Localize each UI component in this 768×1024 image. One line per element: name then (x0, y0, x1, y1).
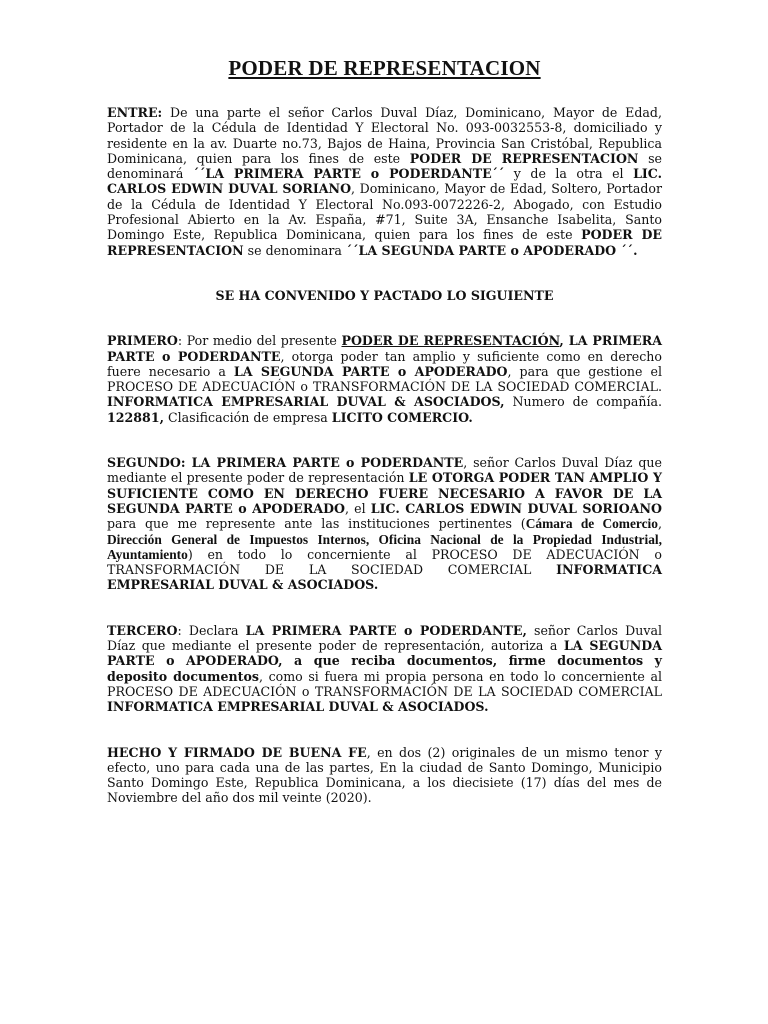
entre-text-5: se denominara (243, 242, 346, 258)
tercero-label: TERCERO (107, 622, 178, 638)
segundo-text-5: ) en todo lo concerniente al PROCESO DE ADECUACIÓN o TRANSFORMACIÓN DE LA SOCIEDAD COMERCIAL (107, 546, 662, 578)
section-heading (107, 288, 662, 303)
entre-bold-3: LIC. CARLOS EDWIN DUVAL SORIANO (107, 166, 662, 197)
segundo-bold-serif-1: Cámara de Comercio (525, 516, 658, 532)
hecho-text: , en dos (2) originales de un mismo tenor y efecto, uno para cada una de las partes, En la ciudad de Santo Domingo, Municipio Santo Domingo Este, Republica Dominicana, a los diecisiete (17) días del mes de Noviembre del año dos mil veinte (2020). (107, 744, 662, 806)
primero-bold-underlined: PODER DE REPRESENTACIÓN (341, 333, 560, 349)
segundo-label: SEGUNDO: LA PRIMERA PARTE o PODERDANTE (107, 455, 464, 471)
paragraph-tercero (107, 623, 662, 715)
tercero-bold-2: LA SEGUNDA PARTE o APODERADO (107, 638, 662, 669)
hecho-label: HECHO Y FIRMADO DE BUENA FE (107, 744, 367, 760)
primero-bold-2: LA SEGUNDA PARTE o APODERADO (233, 363, 508, 379)
segundo-bold-serif-2: Dirección General de Impuestos Internos, Oficina Nacional de la Propiedad Industrial, Ayuntamiento (107, 531, 662, 562)
section-heading-text: SE HA CONVENIDO Y PACTADO LO SIGUIENTE (215, 287, 554, 303)
entre-bold-2: ´´LA PRIMERA PARTE o PODERDANTE´´ (192, 166, 505, 182)
primero-label: PRIMERO (107, 333, 178, 349)
primero-text-5: Clasificación de empresa (163, 409, 332, 425)
primero-bold-3: INFORMATICA EMPRESARIAL DUVAL & ASOCIADOS, (107, 394, 505, 410)
entre-text-3: y de la otra el (504, 166, 634, 182)
segundo-text-1: , señor Carlos Duval Díaz que mediante el presente poder de representación (107, 455, 662, 486)
segundo-text-4: , (657, 516, 662, 532)
primero-bold-sep: , (559, 333, 569, 349)
primero-bold-5: LICITO COMERCIO. (331, 409, 473, 425)
tercero-text-2: señor Carlos Duval Díaz que mediante el presente poder de representación, autoriza a (107, 622, 662, 654)
entre-label: ENTRE: (107, 105, 163, 120)
entre-bold-4: PODER DE REPRESENTACION (107, 227, 662, 258)
primero-text-1: : Por medio del presente (177, 333, 342, 349)
primero-bold-4: 122881, (107, 409, 164, 425)
primero-bold-1: LA PRIMERA PARTE o PODERDANTE (107, 333, 662, 364)
primero-text-3: , para que gestione el PROCESO DE ADECUACIÓN o TRANSFORMACIÓN DE LA SOCIEDAD COMERCIAL. (107, 363, 662, 395)
paragraph-hecho (107, 745, 662, 806)
entre-text-1: De una parte el señor Carlos Duval Díaz, Dominicano, Mayor de Edad, Portador de la Cédula de Identidad Y Electoral No. 093-0032553-8, domiciliado y residente en la av. Duarte no.73, Bajos de Haina, Provincia San Cristóbal, Republica Dominicana, quien para los fines de este (107, 105, 662, 166)
tercero-text-3: , como si fuera mi propia persona en todo lo concerniente al PROCESO DE ADECUACIÓN o TRANSFORMACIÓN DE LA SOCIEDAD COMERCIAL (107, 668, 662, 699)
entre-text-4: , Dominicano, Mayor de Edad, Soltero, Portador de la Cédula de Identidad Y Electoral No.093-0072226-2, Abogado, con Estudio Profesional Abierto en la Av. España, #71, Suite 3A, Ensanche Isabelita, Santo Domingo Este, Republica Dominicana, quien para los fines de este (107, 181, 663, 243)
tercero-bold-3: , a que reciba documentos, firme documentos y deposito documentos (107, 653, 662, 684)
segundo-text-3: para que me represente ante las instituciones pertinentes ( (107, 516, 526, 532)
document-title: PODER DE REPRESENTACION (228, 56, 541, 80)
segundo-bold-2: LIC. CARLOS EDWIN DUVAL SORIOANO (370, 500, 662, 516)
primero-text-2: , otorga poder tan amplio y suficiente como en derecho fuere necesario a (107, 348, 662, 379)
primero-text-4: Numero de compañía. (504, 394, 662, 410)
paragraph-primero (107, 333, 662, 425)
paragraph-segundo (107, 455, 662, 593)
segundo-text-2: , el (345, 500, 371, 516)
paragraph-entre (107, 105, 662, 258)
tercero-bold-1: LA PRIMERA PARTE o PODERDANTE, (245, 622, 527, 638)
entre-text-2: se denominará (107, 150, 662, 182)
tercero-text-1: : Declara (177, 622, 246, 638)
segundo-bold-1: LE OTORGA PODER TAN AMPLIO Y SUFICIENTE COMO EN DERECHO FUERE NECESARIO A FAVOR DE LA SEGUNDA PARTE o APODERADO (107, 470, 662, 516)
tercero-bold-4: INFORMATICA EMPRESARIAL DUVAL & ASOCIADOS. (107, 699, 489, 715)
segundo-bold-3: INFORMATICA EMPRESARIAL DUVAL & ASOCIADOS. (107, 562, 662, 593)
entre-bold-5: ´´LA SEGUNDA PARTE o APODERADO ´´. (345, 242, 638, 258)
entre-bold-1: PODER DE REPRESENTACION (409, 150, 639, 166)
